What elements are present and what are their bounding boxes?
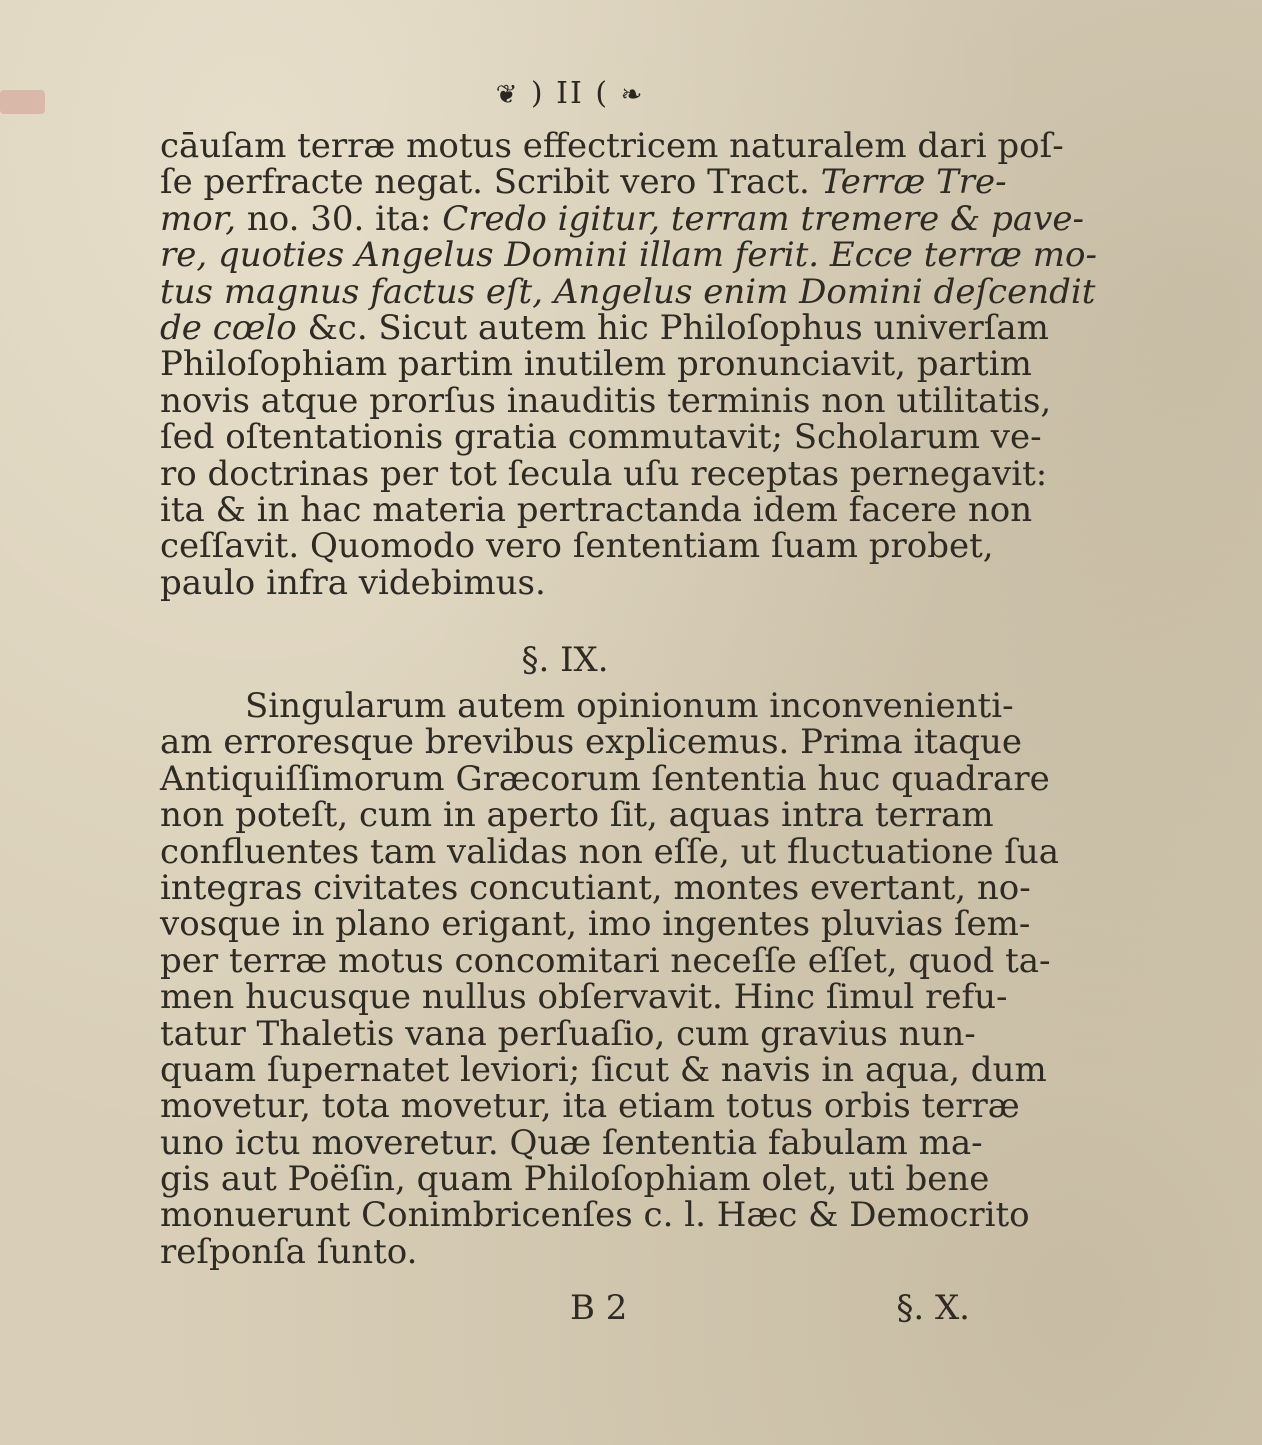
section-heading: §. IX. [521,640,609,680]
text-line: mor, no. 30. ita: Credo igitur, terram tremere & pave- [160,198,1084,239]
text-line: cāuſam terræ motus effectricem naturalem dari poſ- [160,126,1064,166]
text-line: ita & in hac materia pertractanda idem facere non [160,489,1033,530]
paragraph-section-viii-end [160,126,1097,603]
signature-mark: B 2 [570,1288,628,1328]
right-ornament-icon: ❧ [620,80,645,110]
text-line: Singularum autem opinionum inconvenienti- [245,686,1014,726]
text-line: vosque in plano erigant, imo ingentes pluvias ſem- [160,904,1031,945]
text-line: quam ſupernatet leviori; ſicut & navis in aqua, dum [160,1049,1047,1090]
text-line: men hucusque nullus obſervavit. Hinc ſimul refu- [160,977,1008,1018]
text-line: integras civitates concutiant, montes evertant, no- [160,867,1031,908]
text-line: ſed oſtentationis gratia commutavit; Scholarum ve- [160,417,1042,458]
running-header [440,76,700,111]
text-line: ſe perfracte negat. Scribit vero Tract. Terræ Tre- [160,162,1007,203]
text-line: gis aut Poëſin, quam Philoſophiam olet, uti bene [160,1159,990,1200]
text-line: tatur Thaletis vana perſuaſio, cum gravius nun- [160,1013,976,1054]
left-ornament-icon: ❦ [495,80,520,110]
text-line: paulo infra videbimus. [160,562,546,603]
text-line: non poteſt, cum in aperto ſit, aquas intra terram [160,795,994,836]
text-line: re, quoties Angelus Domini illam ferit. Ecce terræ mo- [160,235,1097,276]
text-line: monuerunt Conimbricenſes c. l. Hæc & Democrito [160,1195,1030,1236]
text-line: uno ictu moveretur. Quæ ſententia fabulam ma- [160,1122,983,1163]
text-line: de cœlo &c. Sicut autem hic Philoſophus univerſam [160,307,1049,348]
text-line: reſponſa ſunto. [160,1231,418,1272]
catchword: §. X. [896,1288,970,1328]
text-line: ceſſavit. Quomodo vero ſententiam ſuam probet, [160,526,994,567]
text-line: tus magnus factus eſt, Angelus enim Domini deſcendit [160,271,1096,312]
page-number: ) II ( [530,76,610,111]
paragraph-section-ix [160,686,1060,1272]
page-footer [160,1288,970,1328]
text-line: Philoſophiam partim inutilem pronunciavit, partim [160,344,1032,385]
text-line: Antiquiſſimorum Græcorum ſententia huc quadrare [160,758,1050,799]
text-line: am erroresque brevibus explicemus. Prima itaque [160,722,1023,763]
text-line: per terræ motus concomitari neceſſe eſſet, quod ta- [160,940,1051,981]
text-line: confluentes tam validas non eſſe, ut fluctuatione ſua [160,831,1060,872]
text-line: novis atque prorſus inauditis terminis non utilitatis, [160,380,1052,421]
text-line: ro doctrinas per tot ſecula uſu receptas pernegavit: [160,453,1048,494]
page-edge-stain [0,90,45,114]
text-line: movetur, tota movetur, ita etiam totus orbis terræ [160,1086,1020,1127]
